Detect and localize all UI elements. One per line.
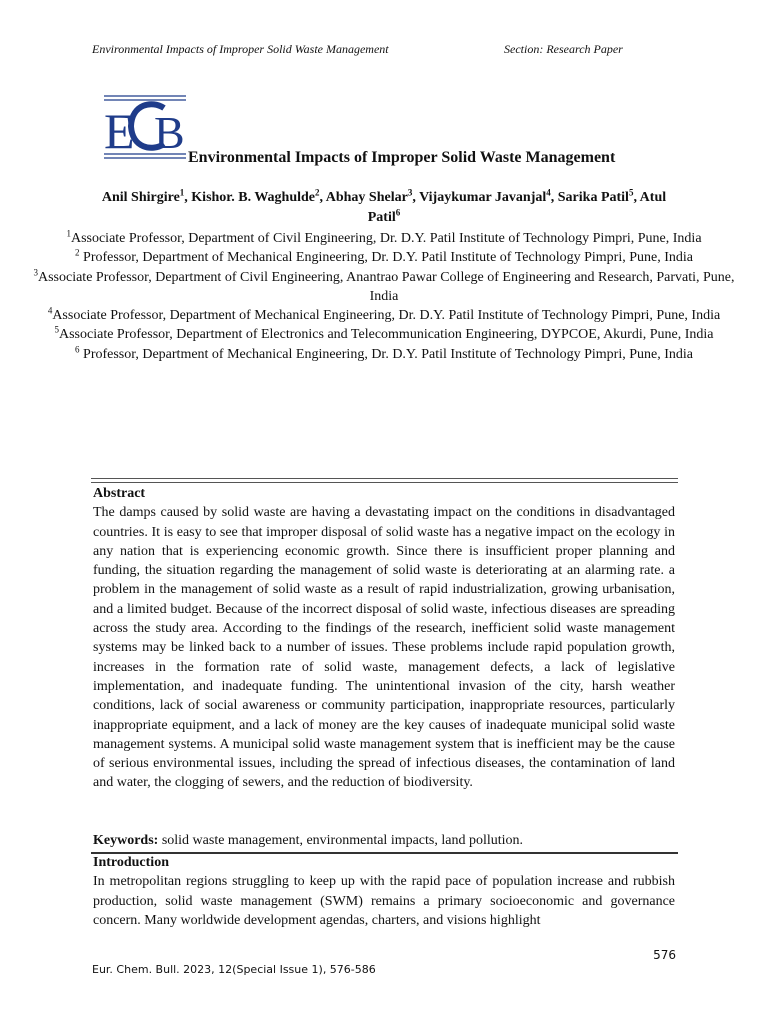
author-name: Anil Shirgire (101, 190, 180, 205)
author-sup: 6 (395, 207, 401, 218)
author-sup: 1 (179, 187, 185, 198)
keywords-text: solid waste management, environmental impacts, land pollution. (158, 833, 524, 848)
author-name: Sarika Patil (557, 190, 629, 205)
running-header (92, 42, 676, 58)
affiliation-text: Professor, Department of Mechanical Engineering, Dr. D.Y. Patil Institute of Technology Pimpri, Pune, India (79, 250, 693, 266)
running-title: Environmental Impacts of Improper Solid Waste Management (92, 42, 389, 56)
abstract-text: The damps caused by solid waste are having a devastating impact on the conditions in disadvantaged countries. It is easy to see that improper disposal of solid waste has a negative impact on the ecology in any nation that is experiencing economic growth. Since there is insufficient proper planning and funding, the situation regarding the management of solid waste is deteriorating at an alarming rate. a problem in the management of solid waste as a result of rapid industrialization, growing urbanisation, and a limited budget. Because of the incorrect disposal of solid waste, infectious diseases are spreading across the study area. According to the findings of the research, inefficient solid waste management systems may be linked back to a number of issues. These problems include rapid population growth, increases in the formation rate of solid waste, management defects, a lack of legislative implementation, and inadequate funding. The unintentional invasion of the city, harsh weather conditions, lack of social awareness or community participation, inappropriate resources, particularly inappropriate equipment, and a lack of money are the key causes of inadequate municipal solid waste management systems. A municipal solid waste management system that is inefficient may be the cause of serious environmental issues, including the spread of infectious diseases, the contamination of land and water, the clogging of sewers, and the reduction of biodiversity. (93, 505, 675, 791)
affiliation-sup: 3 (33, 266, 38, 277)
affiliation-list (28, 229, 740, 364)
author-sup: 3 (407, 187, 413, 198)
affiliation (28, 229, 740, 248)
svg-text:B: B (154, 107, 185, 158)
affiliation (28, 306, 740, 325)
author-separator: , (184, 190, 192, 205)
affiliation-sup: 4 (47, 305, 53, 316)
author-name: Kishor. B. Waghulde (191, 190, 316, 205)
affiliation (28, 268, 740, 307)
affiliation (28, 248, 740, 267)
affiliation (28, 325, 740, 344)
introduction-section (93, 853, 675, 930)
affiliation-sup: 2 (75, 247, 80, 258)
page-number: 576 (653, 948, 676, 962)
affiliation-sup: 6 (75, 344, 80, 355)
footer-citation: Eur. Chem. Bull. 2023, 12(Special Issue 1), 576-586 (92, 963, 376, 976)
keywords-label: Keywords: (93, 833, 159, 848)
affiliation-sup: 1 (66, 228, 71, 239)
keywords-line (93, 831, 675, 850)
introduction-heading: Introduction (93, 855, 169, 870)
author-separator: , (412, 190, 420, 205)
svg-text:E: E (104, 103, 135, 159)
abstract-heading: Abstract (93, 486, 146, 501)
author-separator: , (319, 190, 326, 205)
abstract-section (93, 484, 675, 793)
affiliation-text: Associate Professor, Department of Civil Engineering, Dr. D.Y. Patil Institute of Technology Pimpri, Pune, India (70, 231, 702, 246)
author-name: Atul Patil (367, 190, 667, 225)
paper-title: Environmental Impacts of Improper Solid Waste Management (188, 149, 616, 166)
affiliation-text: Associate Professor, Department of Electronics and Telecommunication Engineering, DYPCOE, Akurdi, Pune, India (59, 327, 714, 343)
author-sup: 5 (628, 187, 634, 198)
affiliation-text: Associate Professor, Department of Civil Engineering, Anantrao Pawar College of Engineering and Research, Parvati, Pune, India (37, 269, 735, 304)
author-sup: 4 (546, 187, 551, 198)
affiliation-text: Professor, Department of Mechanical Engineering, Dr. D.Y. Patil Institute of Technology Pimpri, Pune, India (79, 346, 693, 362)
journal-logo (102, 90, 188, 164)
author-sup: 2 (315, 187, 320, 198)
affiliation (28, 345, 740, 364)
author-separator: , (633, 190, 640, 205)
section-label: Section: Research Paper (504, 42, 623, 56)
author-list (92, 188, 676, 228)
affiliation-sup: 5 (54, 324, 59, 335)
author-separator: , (550, 190, 558, 205)
author-name: Vijaykumar Javanjal (419, 190, 547, 205)
introduction-text: In metropolitan regions struggling to keep up with the rapid pace of population increase and rubbish production, solid waste management (SWM) remains a primary socioeconomic and governance concern. Many worldwide development agendas, charters, and visions highlight (93, 874, 675, 928)
logo-graphic (104, 96, 186, 159)
abstract-top-rule (91, 478, 678, 483)
author-name: Abhay Shelar (325, 190, 408, 205)
affiliation-text: Associate Professor, Department of Mechanical Engineering, Dr. D.Y. Patil Institute of Technology Pimpri, Pune, India (52, 308, 721, 324)
